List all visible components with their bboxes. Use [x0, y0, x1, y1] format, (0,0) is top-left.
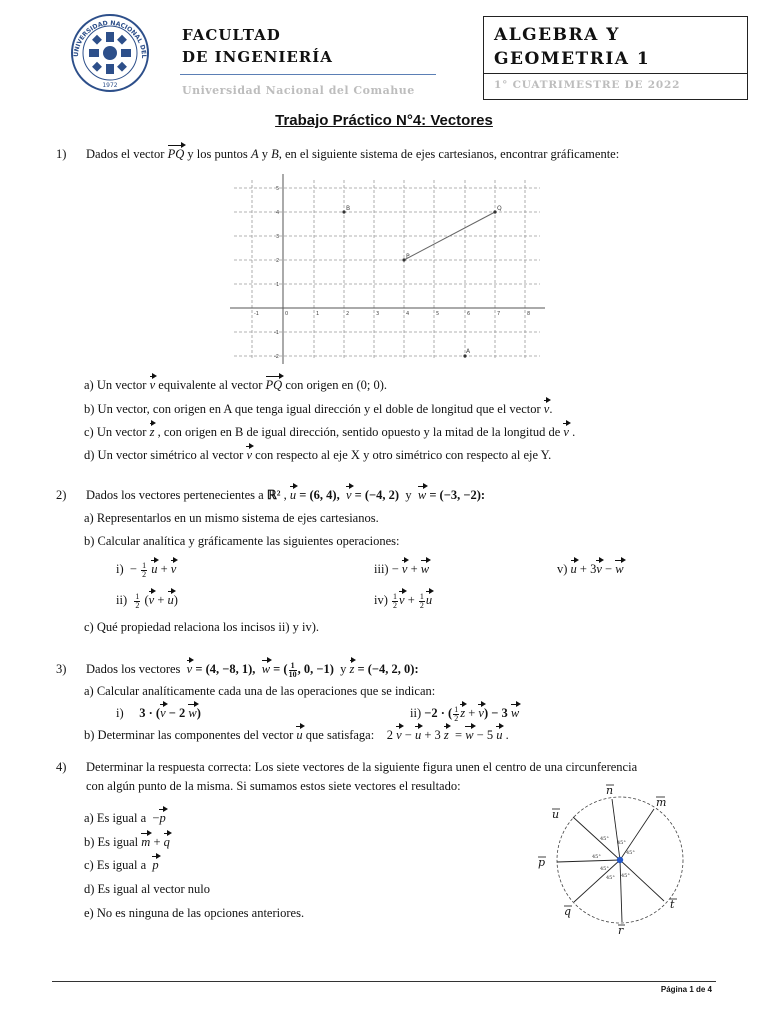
x-tick: 4 — [406, 311, 410, 317]
seal-year: 1972 — [102, 82, 118, 89]
header-rule — [180, 74, 436, 75]
x-tick: 3 — [376, 311, 380, 317]
q3-number: 3) — [56, 662, 67, 676]
q1b-text-2: . — [549, 402, 553, 416]
x-tick: 2 — [346, 311, 350, 317]
cartesian-grid — [230, 172, 545, 364]
q4-statement-1 — [56, 759, 637, 775]
q4-option-c: c) Es igual a p — [84, 858, 159, 872]
q4-text-1: Determinar la respuesta correcta: Los siete vectores de la siguiente figura unen el centro de una circunferencia — [86, 760, 638, 774]
q3-item-a: a) Calcular analíticamente cada una de las operaciones que se indican: — [84, 684, 436, 698]
course-box — [483, 16, 748, 74]
q1-text-b: y los puntos — [184, 147, 251, 161]
q1-text-a: Dados el vector — [86, 147, 168, 161]
y-tick: 3 — [276, 234, 280, 240]
q2-text: Dados los vectores pertenecientes a — [86, 488, 264, 502]
course-line-2: GEOMETRIA 1 — [494, 49, 651, 69]
q4a-text: a) Es igual a — [84, 811, 147, 825]
op-iii-label: iii) — [374, 562, 389, 576]
q3-op-i: i) 3 · (v − 2 w) — [116, 706, 201, 720]
label-u: u — [552, 808, 560, 821]
q3-op-ii-label: ii) — [410, 706, 422, 720]
q1d-text-2: con respecto al eje X y otro simétrico con respecto al eje Y. — [252, 448, 552, 462]
q1c-text-2: , con origen en B de igual dirección, sentido opuesto y la mitad de la longitud de — [154, 425, 564, 439]
x-tick: 5 — [436, 311, 440, 317]
op-ii-label: ii) — [116, 593, 128, 607]
q4-option-b: b) Es igual m + q — [84, 835, 170, 849]
q4-statement-2: con algún punto de la misma. Si sumamos estos siete vectores el resultado: — [86, 779, 461, 793]
q2-op-iii: iii) − v + w — [374, 562, 430, 576]
angle-label: 45° — [600, 836, 609, 842]
x-tick: 0 — [285, 311, 289, 317]
q3-statement: 3) Dados los vectores v = (4, −8, 1), w = ( $\frac{1}{10}$ , 0, −1) y z = (−4, 2, 0): — [56, 660, 419, 679]
q2-op-ii: ii) $\frac{1}{2}$ (v + u) — [116, 591, 178, 610]
q1-number: 1) — [56, 147, 67, 161]
angle-label: 45° — [626, 850, 635, 856]
q1a-text-3: con origen en (0; 0). — [282, 378, 388, 392]
q2-op-v: v) u + 3v − w — [557, 562, 624, 576]
label-n: n — [606, 784, 614, 797]
q2-number: 2) — [56, 488, 67, 502]
point-a-label: A — [250, 147, 259, 161]
y-tick: -1 — [274, 330, 279, 336]
q3-op-ii: ii) −2 · ( $\frac{1}{2}$ z + v) − 3 w — [410, 704, 520, 723]
x-tick: 1 — [316, 311, 320, 317]
op-i-label: i) — [116, 562, 124, 576]
vectors-circle-figure — [530, 782, 698, 942]
q2-item-b: b) Calcular analítica y gráficamente las siguientes operaciones: — [84, 534, 400, 548]
page-title: Trabajo Práctico N°4: Vectores — [275, 112, 493, 129]
label-b: B — [346, 205, 351, 212]
angle-label: 45° — [600, 866, 609, 872]
u-value: = (6, 4), — [299, 488, 340, 502]
q4-option-e: e) No es ninguna de las opciones anteriores. — [84, 906, 305, 920]
vector-pq: PQ — [265, 378, 283, 392]
faculty-name — [182, 24, 333, 68]
term-label: 1° CUATRIMESTRE DE 2022 — [494, 79, 681, 91]
q1-item-c: c) Un vector z , con origen en B de igual dirección, sentido opuesto y la mitad de la longitud de v . — [84, 425, 576, 439]
circle-center — [617, 857, 623, 863]
footer-rule — [52, 981, 716, 982]
q1-statement — [56, 146, 619, 162]
q3-item-b: b) Determinar las componentes del vector u que satisfaga: 2 v − u + 3 z = w − 5 u . — [84, 728, 509, 742]
q1b-text: b) Un vector, con origen en A que tenga igual dirección y el doble de longitud que el vector — [84, 402, 544, 416]
q3-text: Dados los vectores — [86, 662, 181, 676]
y-tick: 5 — [276, 186, 280, 192]
op-v-label: v) — [557, 562, 568, 576]
q2-item-c: c) Qué propiedad relaciona los incisos ii) y iv). — [84, 620, 319, 634]
page-number: Página 1 de 4 — [660, 985, 712, 994]
q3-and: y — [340, 662, 347, 676]
q4-option-a: a) Es igual a −p — [84, 811, 166, 825]
point-b-label: B — [271, 147, 279, 161]
q1-and: y — [258, 147, 272, 161]
angle-label: 45° — [592, 854, 601, 860]
v3-value: = (4, −8, 1), — [195, 662, 256, 676]
q4-option-d: d) Es igual al vector nulo — [84, 882, 211, 896]
y-tick: 4 — [276, 210, 280, 216]
y-tick: 2 — [276, 258, 280, 264]
label-m: m — [656, 796, 667, 809]
q1-item-d: d) Un vector simétrico al vector v con respecto al eje X y otro simétrico con respecto al eje Y. — [84, 448, 552, 462]
q2-item-a: a) Representarlos en un mismo sistema de ejes cartesianos. — [84, 511, 379, 525]
q2-op-iv: iv) $\frac{1}{2}$ v + $\frac{1}{2}$ u — [374, 591, 433, 610]
w3-value-end: , 0, −1) — [297, 662, 334, 676]
w3-value-start: = ( — [273, 662, 288, 676]
term-box — [483, 74, 748, 100]
q2-op-i: i) − $\frac{1}{2}$ u + v — [116, 560, 177, 579]
label-t: t — [670, 898, 675, 911]
q1d-text: d) Un vector simétrico al vector — [84, 448, 247, 462]
x-tick: 6 — [467, 311, 471, 317]
x-tick: 8 — [527, 311, 531, 317]
angle-label: 45° — [617, 840, 626, 846]
faculty-line-1: FACULTAD — [182, 26, 281, 44]
q3b-text: b) Determinar las componentes del vector — [84, 728, 294, 742]
x-tick: 7 — [497, 311, 501, 317]
q1-item-a: a) Un vector v equivalente al vector PQ con origen en (0; 0). — [84, 378, 388, 392]
r2-symbol: ℝ² — [266, 488, 281, 502]
x-tick: -1 — [254, 311, 259, 317]
university-name: Universidad Nacional del Comahue — [182, 84, 415, 97]
op-iv-label: iv) — [374, 593, 388, 607]
q2-statement: 2) Dados los vectores pertenecientes a ℝ² , u = (6, 4), v = (−4, 2) y w = (−3, −2): — [56, 488, 486, 502]
q4c-text: c) Es igual a — [84, 858, 147, 872]
faculty-line-2: DE INGENIERÍA — [182, 48, 333, 66]
q3b-text-2: que satisfaga: — [305, 728, 375, 742]
course-line-1: ALGEBRA Y — [494, 25, 620, 45]
label-r: r — [618, 924, 624, 937]
w-value: = (−3, −2): — [429, 488, 486, 502]
q1c-text-3: . — [568, 425, 576, 439]
q1a-text: a) Un vector — [84, 378, 150, 392]
label-p: p — [538, 856, 546, 869]
q1a-text-2: equivalente al vector — [155, 378, 266, 392]
q3-op-i-label: i) — [116, 706, 124, 720]
q4b-text: b) Es igual — [84, 835, 139, 849]
q1-text-c: , en el siguiente sistema de ejes cartesianos, encontrar gráficamente: — [278, 147, 620, 161]
angle-label: 45° — [606, 875, 615, 881]
q4-number: 4) — [56, 760, 67, 774]
q1c-text: c) Un vector — [84, 425, 150, 439]
label-a: A — [466, 348, 471, 355]
label-q: q — [564, 905, 572, 918]
label-q: Q — [497, 205, 502, 212]
vector-pq: PQ — [167, 147, 185, 161]
angle-label: 45° — [621, 873, 630, 879]
seal-ring-text: UNIVERSIDAD NACIONAL DEL — [72, 19, 148, 59]
v-value: = (−4, 2) — [354, 488, 400, 502]
label-p: P — [406, 253, 410, 260]
university-seal — [60, 12, 160, 94]
y-tick: 1 — [276, 282, 280, 288]
z3-value: = (−4, 2, 0): — [357, 662, 419, 676]
q1-item-b: b) Un vector, con origen en A que tenga igual dirección y el doble de longitud que el vector v. — [84, 402, 553, 416]
q2-and: y — [405, 488, 412, 502]
y-tick: -2 — [274, 354, 279, 360]
